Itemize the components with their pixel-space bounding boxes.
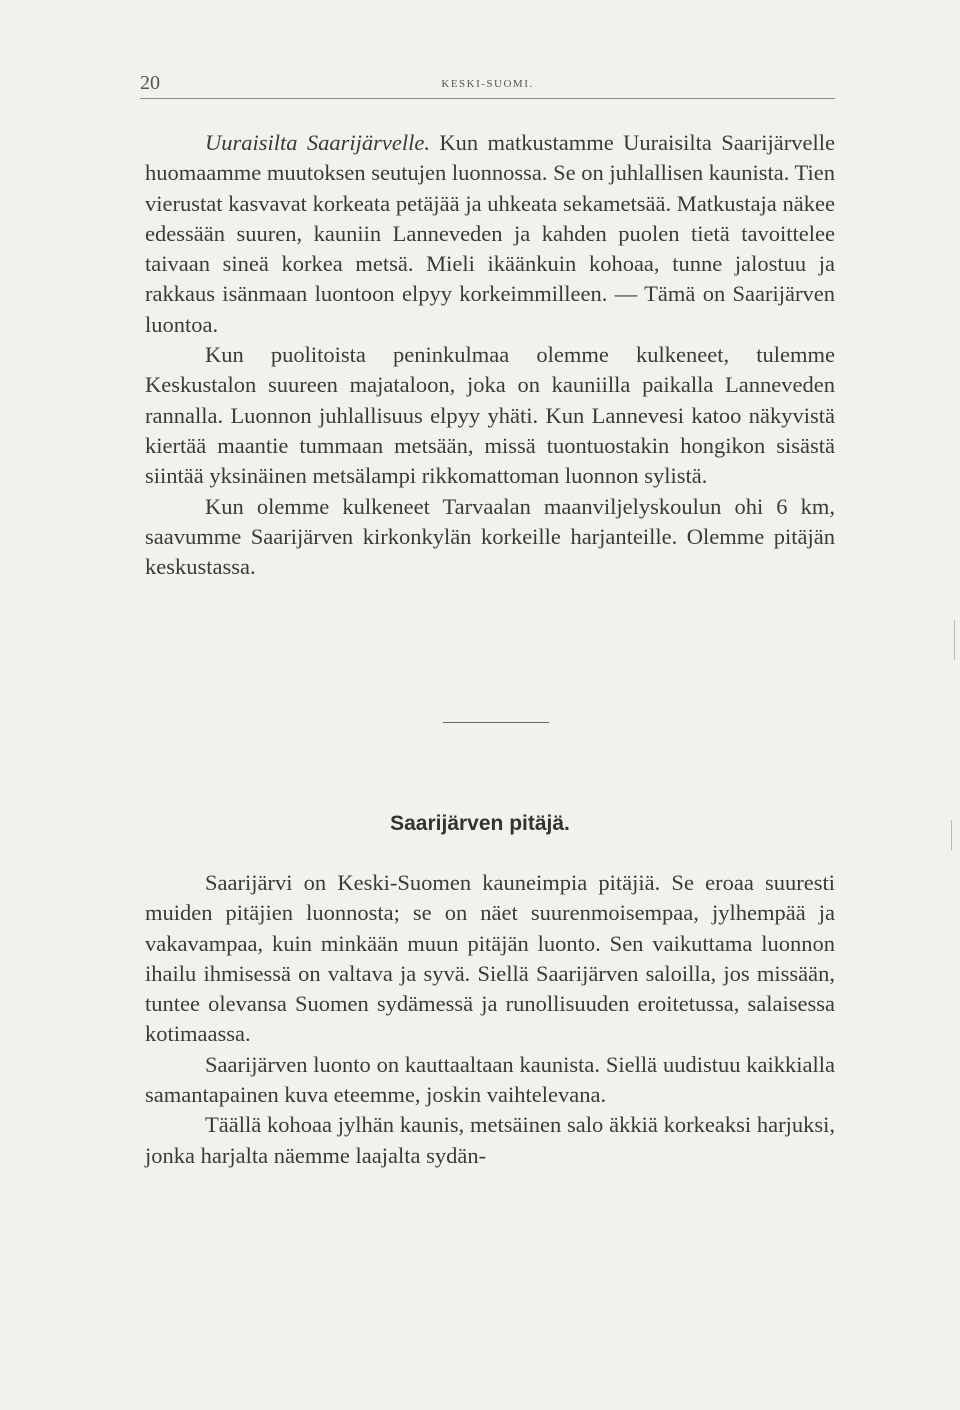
paragraph: Täällä kohoaa jylhän kaunis, metsäinen salo äkkiä korkeaksi harjuksi, jonka harjalta näemme laajalta sydän-	[145, 1112, 835, 1168]
page-number: 20	[140, 72, 160, 94]
section-title: Saarijärven pitäjä.	[390, 812, 570, 835]
section-separator-rule	[443, 722, 549, 723]
paragraph	[145, 128, 835, 340]
paragraph: Kun olemme kulkeneet Tarvaalan maanviljelyskoulun ohi 6 km, saavumme Saarijärven kirkonkylän korkeille harjanteille. Olemme pitäjän keskustassa.	[145, 493, 835, 580]
section-saarijarven-pitaja	[145, 868, 835, 1171]
running-head: KESKI-SUOMI.	[441, 78, 534, 90]
margin-scan-mark	[954, 620, 955, 660]
margin-scan-mark	[951, 820, 952, 850]
paragraph: Kun puolitoista peninkulmaa olemme kulkeneet, tulemme Keskustalon suureen majataloon, joka on kauniilla paikalla Lanneveden rannalla. Luonnon juhlallisuus elpyy yhäti. Kun Lannevesi katoo näkyvistä kiertää maantie tummaan metsään, missä tuontuostakin hongikon sisästä siintää yksinäinen metsälampi rikkomattoman luonnon sylistä.	[145, 342, 835, 489]
paragraph-lead-italic: Uuraisilta Saarijärvelle.	[205, 130, 431, 155]
paragraph-text: Kun matkustamme Uuraisilta Saarijärvelle huomaamme muutoksen seutujen luonnossa. Se on juhlallisen kaunista. Tien vierustat kasvavat korkeata petäjää ja uhkeata sekametsää. Matkustaja näkee edessään suuren, kauniin Lanneveden ja kahden puolen tietä tavoittelee taivaan sineä korkea metsä. Mieli ikäänkuin kohoaa, tunne jalostuu ja rakkaus isänmaan luontoon elpyy korkeimmilleen. — Tämä on Saarijärven luontoa.	[145, 130, 835, 337]
paragraph: Saarijärven luonto on kauttaaltaan kaunista. Siellä uudistuu kaikkialla samantapainen kuva eteemme, joskin vaihtelevana.	[145, 1051, 835, 1108]
paragraph: Saarijärvi on Keski-Suomen kauneimpia pitäjiä. Se eroaa suuresti muiden pitäjien luonnosta; se on näet suurenmoisempaa, jylhempää ja vakavampaa, kuin minkään muun pitäjän luonto. Sen vaikuttama luonnon ihailu ihmisessä on valtava ja syvä. Siellä Saarijärven saloilla, jos missään, tuntee olevansa Suomen sydämessä ja runollisuuden eroitetussa, salaisessa kotimaassa.	[145, 870, 835, 1047]
page-header	[140, 70, 835, 99]
section-uuraisilta	[145, 128, 835, 582]
